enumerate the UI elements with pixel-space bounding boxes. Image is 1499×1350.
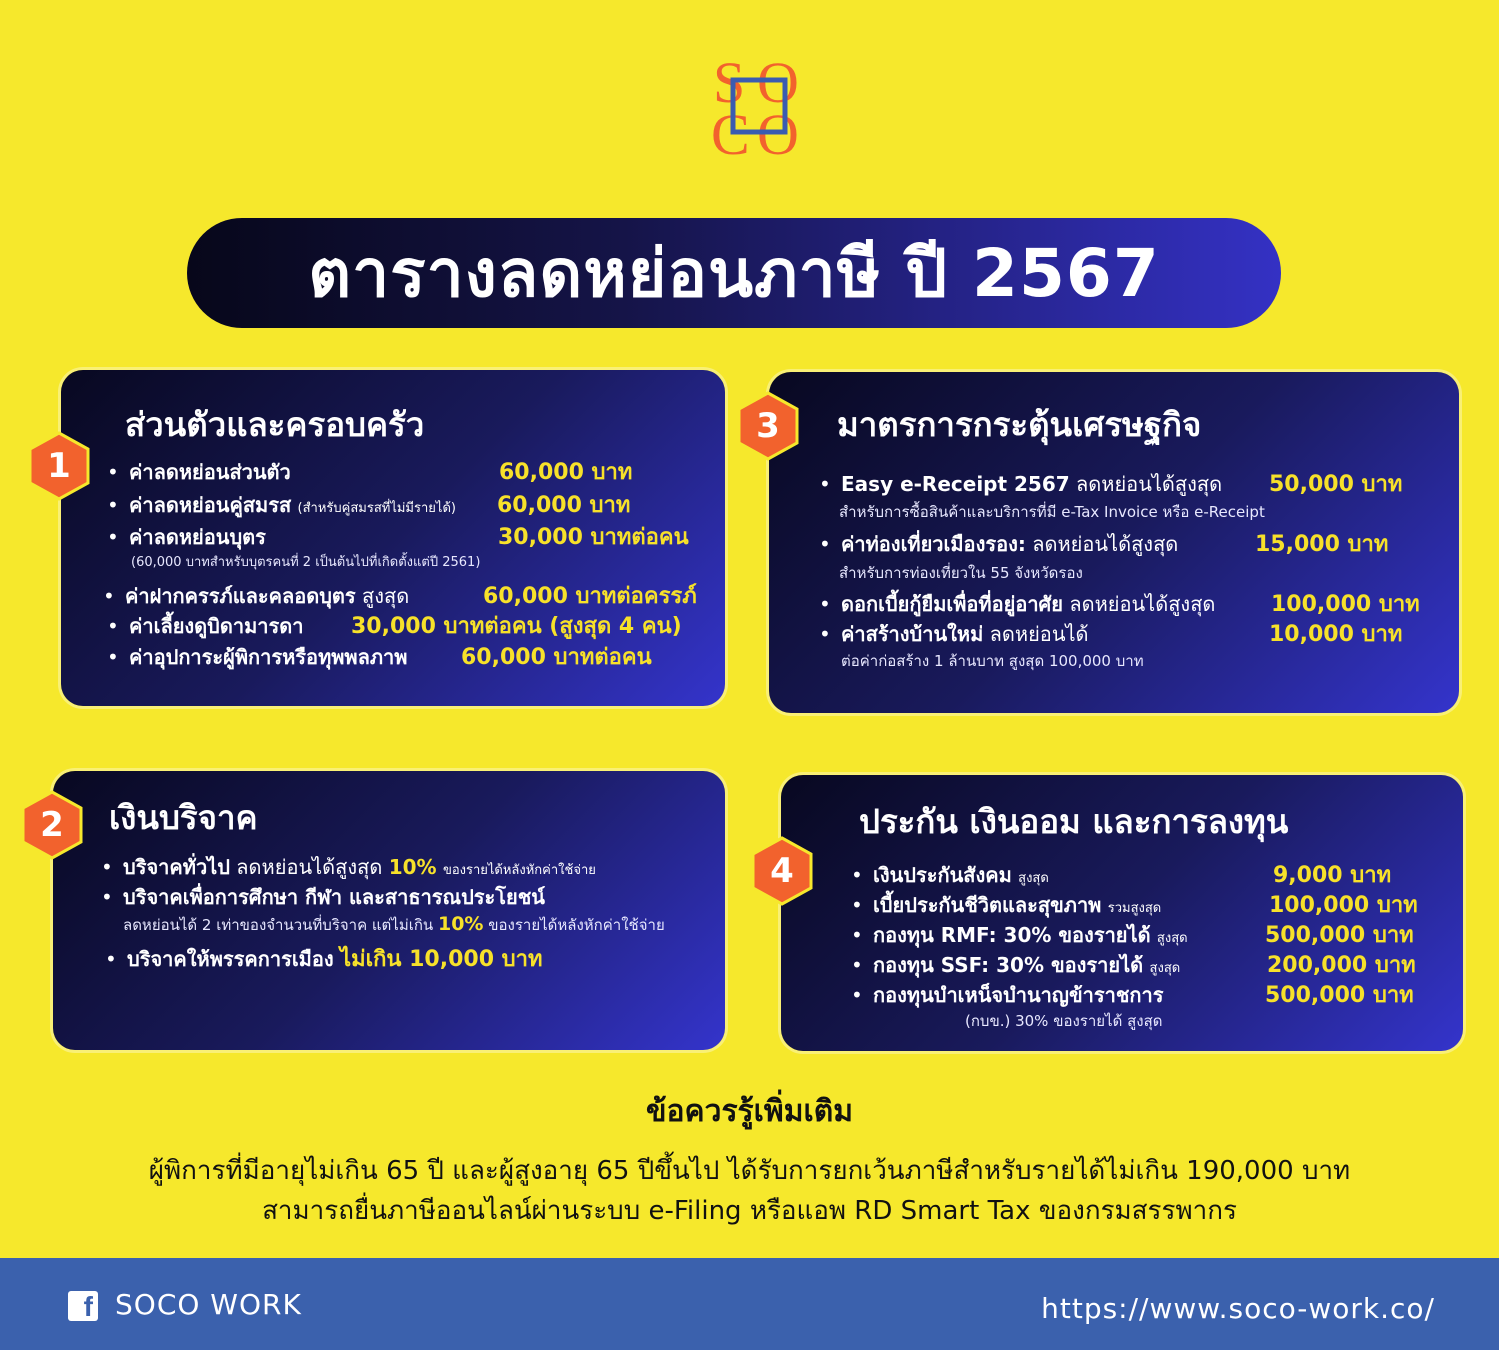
note: (กบข.) 30% ของรายได้ สูงสุด	[965, 1012, 1163, 1030]
page-title-banner	[187, 218, 1281, 328]
amount: 500,000 บาท	[1265, 923, 1414, 948]
more-info-line: ผู้พิการที่มีอายุไม่เกิน 65 ปี และผู้สูงอายุ 65 ปีขึ้นไป ได้รับการยกเว้นภาษีสำหรับรายได้ไม่เกิน 190,000 บาท	[148, 1156, 1351, 1186]
section-title: ประกัน เงินออม และการลงทุน	[859, 802, 1289, 841]
list-item: • ค่าเลี้ยงดูบิดามารดา	[107, 614, 304, 638]
amount: 60,000 บาท	[497, 493, 631, 518]
amount: 100,000 บาท	[1269, 893, 1418, 918]
note: ลดหย่อนได้ 2 เท่าของจำนวนที่บริจาค แต่ไม่เกิน 10% ของรายได้หลังหักค่าใช้จ่าย	[123, 913, 665, 935]
amount: 30,000 บาทต่อคน	[498, 525, 689, 550]
amount: 60,000 บาท	[499, 460, 633, 485]
more-info-title: ข้อควรรู้เพิ่มเติม	[646, 1094, 853, 1129]
list-item: • ค่าอุปการะผู้พิการหรือทุพพลภาพ	[107, 645, 408, 669]
list-item: • ค่าลดหย่อนคู่สมรส (สำหรับคู่สมรสที่ไม่มีรายได้)	[107, 493, 456, 517]
website-link[interactable]: https://www.soco-work.co/	[1041, 1292, 1435, 1325]
svg-text:O: O	[757, 102, 799, 162]
list-item: • ค่าท่องเที่ยวเมืองรอง: ลดหย่อนได้สูงสุด	[819, 532, 1179, 556]
section-title: เงินบริจาค	[109, 798, 258, 837]
section-number-badge: 2	[17, 790, 87, 860]
amount: 50,000 บาท	[1269, 472, 1403, 497]
list-item: • เงินประกันสังคม สูงสุด	[851, 863, 1049, 887]
note: ต่อค่าก่อสร้าง 1 ล้านบาท สูงสุด 100,000 บาท	[841, 652, 1144, 670]
svg-text:O: O	[757, 52, 799, 115]
section-number-badge: 4	[747, 836, 817, 906]
list-item: • ค่าสร้างบ้านใหม่ ลดหย่อนได้	[819, 622, 1089, 646]
amount: 60,000 บาทต่อคน	[461, 645, 652, 670]
facebook-icon[interactable]: f	[68, 1291, 98, 1321]
section-donations	[53, 771, 725, 1050]
amount: 500,000 บาท	[1265, 983, 1414, 1008]
section-title: ส่วนตัวและครอบครัว	[125, 405, 425, 444]
list-item: • บริจาคเพื่อการศึกษา กีฬา และสาธารณประโยชน์	[101, 885, 545, 909]
note: (60,000 บาทสำหรับบุตรคนที่ 2 เป็นต้นไปที่เกิดตั้งแต่ปี 2561)	[131, 555, 481, 570]
section-title: มาตรการกระตุ้นเศรษฐกิจ	[837, 405, 1202, 444]
more-info-line: สามารถยื่นภาษีออนไลน์ผ่านระบบ e-Filing หรือแอพ RD Smart Tax ของกรมสรรพากร	[262, 1196, 1237, 1226]
svg-text:S: S	[713, 52, 746, 115]
page-title: ตารางลดหย่อนภาษี ปี 2567	[308, 234, 1160, 312]
amount: 60,000 บาทต่อครรภ์	[483, 584, 697, 609]
amount: 9,000 บาท	[1273, 863, 1392, 888]
section-insurance-savings-investment	[781, 775, 1463, 1051]
note: สำหรับการซื้อสินค้าและบริการที่มี e-Tax Invoice หรือ e-Receipt	[839, 503, 1265, 521]
soco-logo-icon	[705, 52, 815, 162]
list-item: • บริจาคให้พรรคการเมือง ไม่เกิน 10,000 บาท	[105, 947, 543, 972]
list-item: • กองทุน RMF: 30% ของรายได้ สูงสุด	[851, 923, 1188, 947]
list-item: • กองทุน SSF: 30% ของรายได้ สูงสุด	[851, 953, 1181, 977]
note: สำหรับการท่องเที่ยวใน 55 จังหวัดรอง	[839, 564, 1083, 582]
list-item: • ค่าลดหย่อนบุตร	[107, 525, 266, 549]
section-number-badge: 3	[733, 391, 803, 461]
list-item: • เบี้ยประกันชีวิตและสุขภาพ รวมสูงสุด	[851, 893, 1162, 917]
list-item: • กองทุนบำเหน็จบำนาญข้าราชการ	[851, 983, 1164, 1007]
list-item: • ดอกเบี้ยกู้ยืมเพื่อที่อยู่อาศัย ลดหย่อนได้สูงสุด	[819, 592, 1216, 616]
amount: 200,000 บาท	[1267, 953, 1416, 978]
amount: 15,000 บาท	[1255, 532, 1389, 557]
section-personal-family	[61, 370, 725, 706]
list-item: • ค่าฝากครรภ์และคลอดบุตร สูงสุด	[103, 584, 410, 608]
svg-text:C: C	[711, 102, 750, 162]
amount: 100,000 บาท	[1271, 592, 1420, 617]
list-item: • ค่าลดหย่อนส่วนตัว	[107, 460, 291, 484]
list-item: • Easy e-Receipt 2567 ลดหย่อนได้สูงสุด	[819, 472, 1223, 496]
amount: 30,000 บาทต่อคน (สูงสุด 4 คน)	[351, 614, 682, 639]
brand-name[interactable]: SOCO WORK	[115, 1288, 302, 1321]
section-number-badge: 1	[24, 431, 94, 501]
amount: 10,000 บาท	[1269, 622, 1403, 647]
section-economic-stimulus	[769, 372, 1459, 713]
list-item: • บริจาคทั่วไป ลดหย่อนได้สูงสุด 10% ของรายได้หลังหักค่าใช้จ่าย	[101, 855, 596, 879]
